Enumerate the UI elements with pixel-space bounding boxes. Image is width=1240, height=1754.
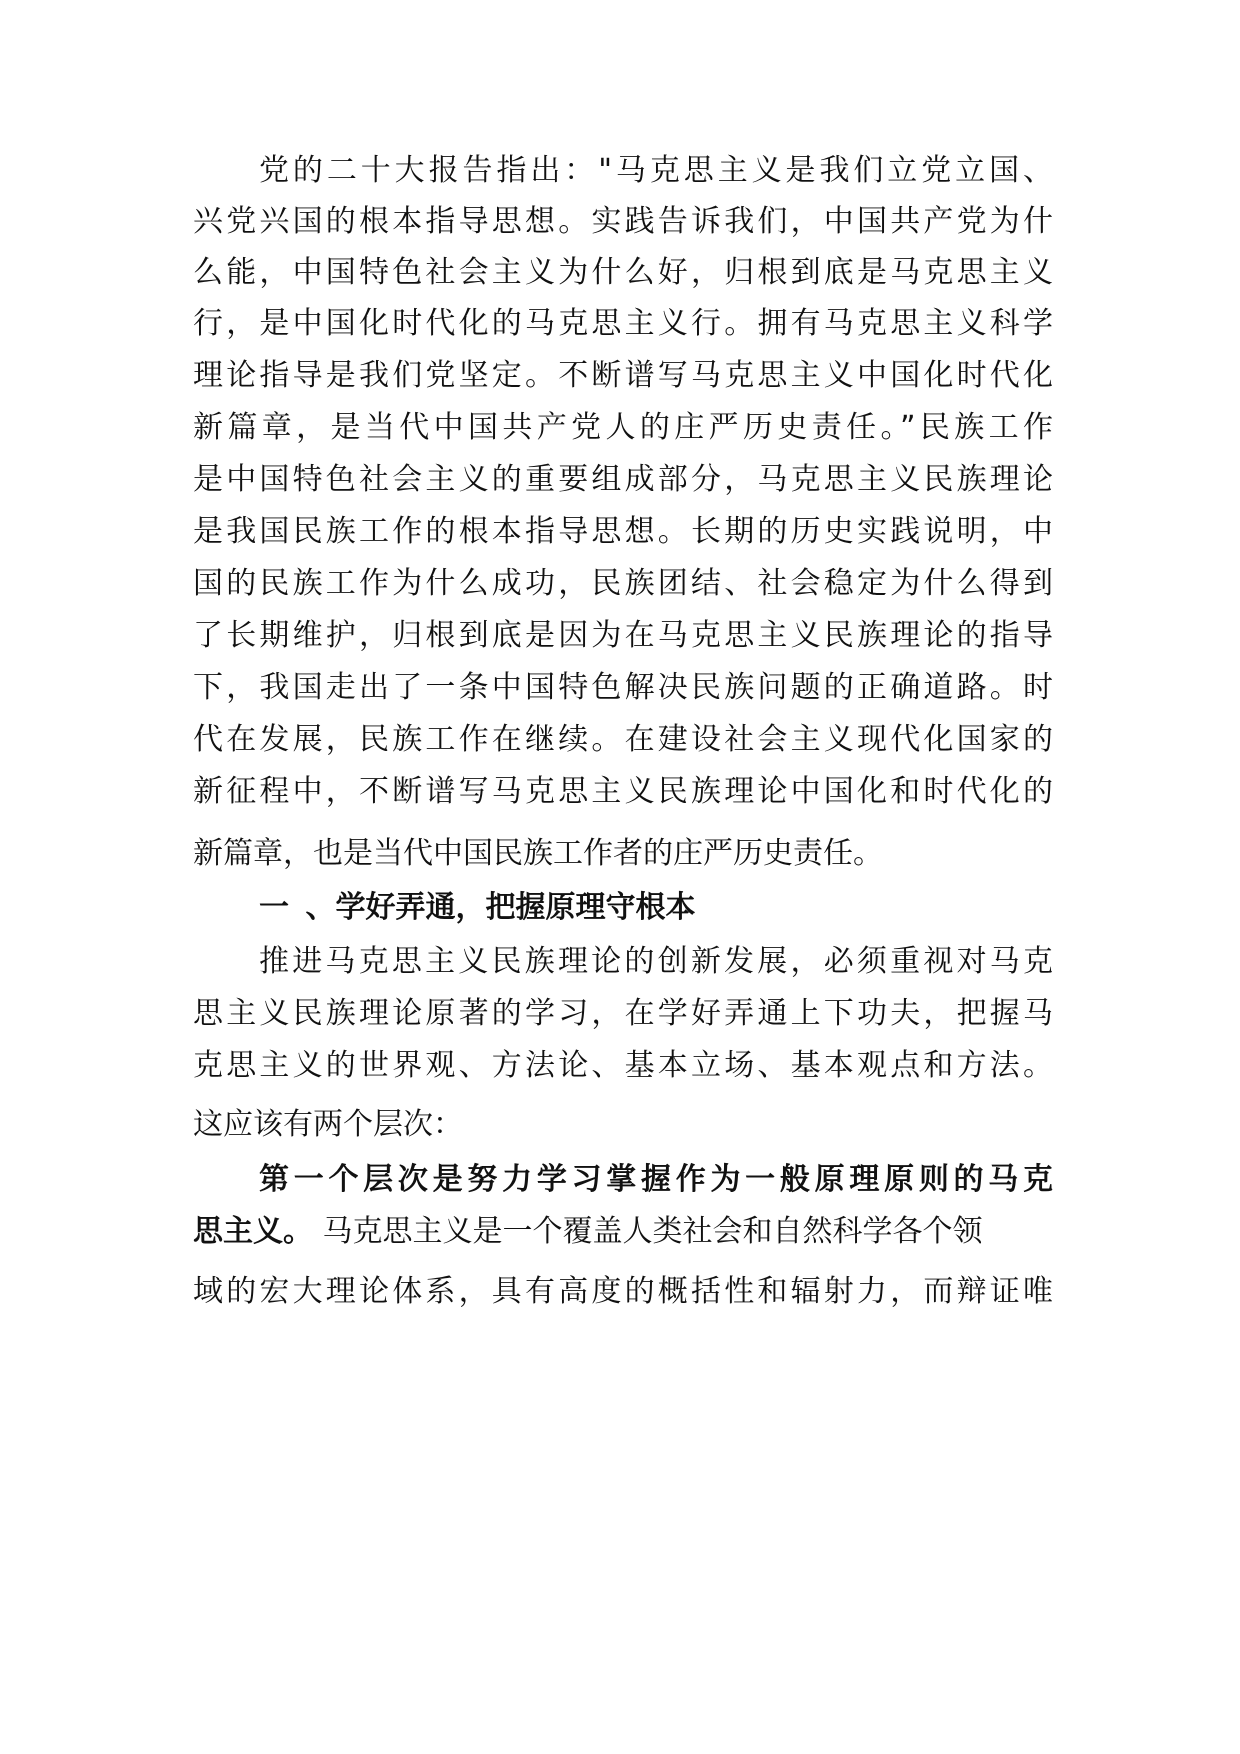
section-number: 一 — [259, 890, 289, 925]
paragraph-line: 党的二十大报告指出："马克思主义是我们立党立国、 — [259, 153, 1053, 188]
paragraph-line: 新征程中，不断谱写马克思主义民族理论中国化和时代化的 — [193, 774, 1053, 809]
paragraph-bold-line: 第一个层次是努力学习掌握作为一般原理原则的马克 — [259, 1162, 1053, 1197]
paragraph-line: 兴党兴国的根本指导思想。实践告诉我们，中国共产党为什 — [193, 204, 1053, 239]
paragraph-line: 了长期维护，归根到底是因为在马克思主义民族理论的指导 — [193, 618, 1053, 653]
paragraph-line: 是中国特色社会主义的重要组成部分，马克思主义民族理论 — [193, 462, 1053, 497]
paragraph-line: 新篇章，是当代中国共产党人的庄严历史责任。”民族工作 — [193, 410, 1053, 445]
paragraph-line: 理论指导是我们党坚定。不断谱写马克思主义中国化时代化 — [193, 358, 1053, 393]
paragraph-mixed-line — [193, 1212, 1053, 1252]
section-title: 学好弄通，把握原理守根本 — [335, 890, 696, 925]
bold-lead-text: 思主义。 — [193, 1214, 313, 1249]
paragraph-line: 国的民族工作为什么成功，民族团结、社会稳定为什么得到 — [193, 566, 1053, 601]
paragraph-line: 克思主义的世界观、方法论、基本立场、基本观点和方法。 — [193, 1048, 1053, 1083]
paragraph-line: 下，我国走出了一条中国特色解决民族问题的正确道路。时 — [193, 670, 1053, 705]
paragraph-line: 行，是中国化时代化的马克思主义行。拥有马克思主义科学 — [193, 306, 1053, 341]
paragraph-line: 思主义民族理论原著的学习，在学好弄通上下功夫，把握马 — [193, 996, 1053, 1031]
paragraph-line: 是我国民族工作的根本指导思想。长期的历史实践说明，中 — [193, 514, 1053, 549]
section-separator: 、 — [305, 890, 336, 925]
section-heading — [259, 888, 695, 928]
paragraph-line: 推进马克思主义民族理论的创新发展，必须重视对马克 — [259, 944, 1053, 979]
paragraph-line: 这应该有两个层次： — [193, 1107, 463, 1142]
paragraph-line: 新篇章，也是当代中国民族工作者的庄严历史责任。 — [193, 836, 883, 871]
paragraph-line: 域的宏大理论体系，具有高度的概括性和辐射力，而辩证唯 — [193, 1274, 1053, 1309]
paragraph-line: 么能，中国特色社会主义为什么好，归根到底是马克思主义 — [193, 255, 1053, 290]
paragraph-line: 代在发展，民族工作在继续。在建设社会主义现代化国家的 — [193, 722, 1053, 757]
paragraph-text: 马克思主义是一个覆盖人类社会和自然科学各个领 — [322, 1214, 983, 1249]
